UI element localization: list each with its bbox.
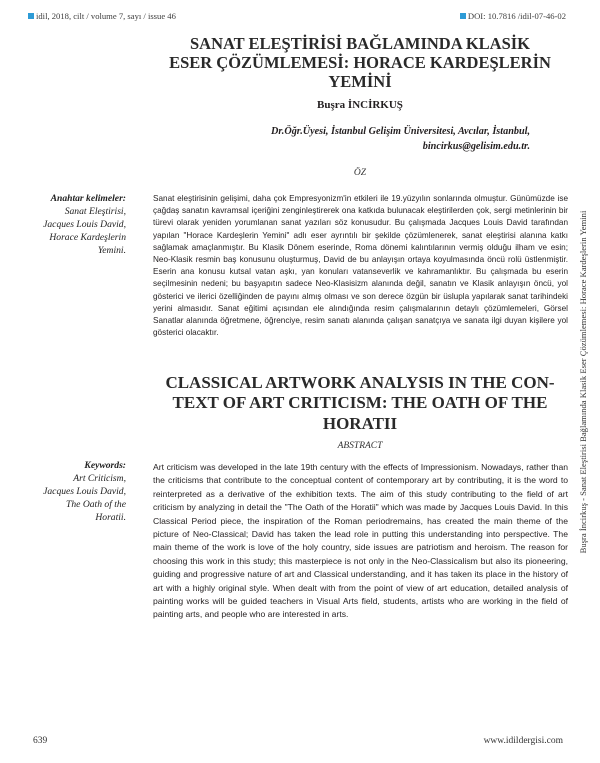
title-line: TEXT OF ART CRITICISM: THE OATH OF THE [172,393,548,413]
title-line: ESER ÇÖZÜMLEMESİ: HORACE KARDEŞLERİN [169,52,551,72]
title-line: YEMİNİ [328,71,392,91]
abstract-paragraph: Art criticism was developed in the late 19th century with the effects of Impressionism. Nowadays, rather than the criticisms that contribute to the conceptual content of contemporary art by contributing, it is the word to reinterpreted as a derivative of the exhibition texts. The aim of this study contributing to the field of art criticism by analyzing in detail the "The Oath of the Horatii" which was made by Jacques Louis David. In this Classical Period piece, the inspiration of the Roman periodremains, has created the main theme of the picture of Neo-Classical; David has taken the lead role in putting this understanding into perspective. The main theme of the work is love of the holy country, side issues are patriotism and heroism. The reason for choosing this work in this study; this masterpiece is not only in the Neo-Classicalism but also its pioneering, guiding and progressive nature of art and Classical understanding, and it has taken its place in the history of art with a highly original style. When dealt with from the point of view of art education, detailed analysis of painting works will be guided teachers in Visual Arts field, students, artists who are working in the field of painting arts, and people who are interested in arts. [153,462,568,620]
doi-link[interactable]: DOI: 10.7816 /idil-07-46-02 [467,11,566,21]
keyword: Sanat Eleştirisi, [64,205,126,217]
title-line: CLASSICAL ARTWORK ANALYSIS IN THE CON- [165,373,555,392]
square-bullet-icon [460,13,466,19]
website-link[interactable]: www.idildergisi.com [483,736,563,746]
keyword: Yemini. [97,244,126,256]
author-name: Buşra İNCİRKUŞ [317,99,403,111]
abstract-label: ABSTRACT [337,441,383,451]
square-bullet-icon [28,13,34,19]
keyword: Jacques Louis David, [43,485,126,497]
turkish-title [150,35,570,92]
title-line: SANAT ELEŞTİRİSİ BAĞLAMINDA KLASİK [189,34,531,53]
page-number: 639 [33,736,48,746]
side-title-text: Buşra İncirkuş - Sanat Eleştirisi Bağlamında Klasik Eser Çözümlemesi: Horace Kardeşlerin Yemini [578,210,588,554]
journal-header [28,11,176,21]
keywords-en [16,460,126,525]
author-affiliation [190,125,530,155]
english-title [150,373,570,434]
oz-paragraph: Sanat eleştirisinin gelişimi, daha çok Empresyonizm'in etkileri ile 19.yüzyılın sonlarında olmuştur. Günümüzde ise çağdaş sanatın kavramsal içeriğini zenginleştirerek ona katkıda bulunacak eleştirilerden çok, sergi metinlerinin bir türevi olarak yeniden yorumlanan sanat yazıları söz konusudur. Bu çalışmada Jacques Louis David tarafından yapılan "Horace Kardeşlerin Yemini" adlı eser ayrıntılı bir şekilde çözümlenerek, sanat eleştirisi alanına katkı sağlamak amaçlanmıştır. Bu Klasik Dönem eserinde, Roma dönemi kalıntılarının vermiş olduğu ilham ve esin; Neo-Klasik resmin baş konusunu oluşturmuş, David de bu anlayışın ortaya koyulmasında öncü rolü üstlenmiştir. Eserin ana konusu kutsal vatan aşkı, yan konuları vatanseverlik ve kahramanlıktır. Bu çalışmada bu eserin seçilmesinin nedeni; bu başyapıtın sadece Neo-Klasisizm alanında değil, sanatın ve Klasik anlayışın öncü, yol gösterici ve ilerici özelliğinden de payını almış olması ve son derece özgün bir üslupla yapılarak sanat tarihindeki yerini almasıdır. Sanat eğitimi açısından ele alındığında resim çalışmalarının detaylı çözümlemeleri, Görsel Sanatlar alanında öğretmene, öğrenciye, resim sanatı alanında çalışan sanatçıya ve sanata ilgi duyan kişilere yol gösterici olacaktır. [153,194,568,338]
oz-label: ÖZ [353,168,367,178]
journal-info: idil, 2018, cilt / volume 7, sayı / issue 46 [36,11,176,21]
title-line: HORATII [322,413,398,433]
keywords-heading: Keywords: [84,460,126,471]
author-email[interactable]: bincirkus@gelisim.edu.tr. [422,140,530,152]
keyword: Horatii. [95,511,126,523]
doi-header [460,11,566,21]
keywords-heading: Anahtar kelimeler: [50,193,126,204]
keyword: The Oath of the [66,498,126,510]
keyword: Horace Kardeşlerin [49,231,126,243]
keyword: Art Criticism, [73,472,126,484]
affiliation-line: Dr.Öğr.Üyesi, İstanbul Gelişim Üniversitesi, Avcılar, İstanbul, [271,126,530,137]
keywords-tr [16,193,126,258]
keyword: Jacques Louis David, [43,218,126,230]
